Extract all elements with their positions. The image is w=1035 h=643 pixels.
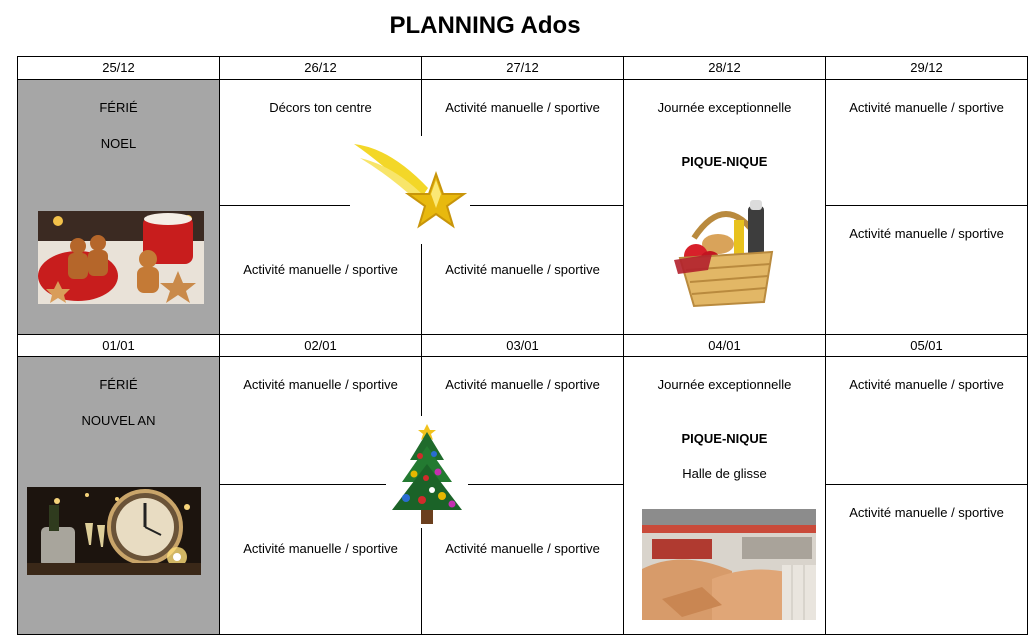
shooting-star-icon bbox=[350, 136, 470, 244]
date-header: 02/01 bbox=[219, 334, 422, 357]
new-year-photo bbox=[27, 487, 201, 575]
activity-cell bbox=[825, 79, 1028, 206]
activity-cell bbox=[825, 484, 1028, 635]
skatepark-photo bbox=[642, 509, 816, 620]
holiday-name: NOUVEL AN bbox=[81, 413, 156, 428]
holiday-name: NOEL bbox=[100, 136, 137, 151]
special-day-text: Journée exceptionnelle bbox=[657, 377, 792, 392]
activity-text: Activité manuelle / sportive bbox=[849, 377, 1004, 392]
activity-text: Activité manuelle / sportive bbox=[445, 100, 600, 115]
activity-text: Activité manuelle / sportive bbox=[445, 377, 600, 392]
picnic-label: PIQUE-NIQUE bbox=[681, 154, 768, 169]
activity-text: Activité manuelle / sportive bbox=[243, 541, 398, 556]
activity-text: Activité manuelle / sportive bbox=[243, 262, 398, 277]
christmas-tree-icon bbox=[386, 416, 468, 528]
activity-text: Décors ton centre bbox=[269, 100, 372, 115]
holiday-label: FÉRIÉ bbox=[99, 377, 138, 392]
activity-text: Activité manuelle / sportive bbox=[849, 226, 1004, 241]
holiday-cell bbox=[17, 356, 220, 635]
special-day-cell bbox=[623, 79, 826, 335]
date-header: 04/01 bbox=[623, 334, 826, 357]
activity-text: Activité manuelle / sportive bbox=[445, 541, 600, 556]
date-header: 27/12 bbox=[421, 56, 624, 80]
activity-text: Activité manuelle / sportive bbox=[849, 100, 1004, 115]
activity-cell bbox=[825, 356, 1028, 485]
venue-label: Halle de glisse bbox=[682, 466, 767, 481]
picnic-label: PIQUE-NIQUE bbox=[681, 431, 768, 446]
planning-table bbox=[17, 56, 1028, 635]
date-header: 01/01 bbox=[17, 334, 220, 357]
picnic-basket-icon bbox=[672, 198, 780, 310]
page-title: PLANNING Ados bbox=[389, 12, 581, 39]
activity-text: Activité manuelle / sportive bbox=[445, 262, 600, 277]
date-header: 25/12 bbox=[17, 56, 220, 80]
activity-text: Activité manuelle / sportive bbox=[849, 505, 1004, 520]
date-header: 29/12 bbox=[825, 56, 1028, 80]
date-header: 05/01 bbox=[825, 334, 1028, 357]
special-day-text: Journée exceptionnelle bbox=[657, 100, 792, 115]
date-header: 03/01 bbox=[421, 334, 624, 357]
date-header: 26/12 bbox=[219, 56, 422, 80]
special-day-cell bbox=[623, 356, 826, 635]
activity-text: Activité manuelle / sportive bbox=[243, 377, 398, 392]
gingerbread-photo bbox=[38, 211, 204, 304]
holiday-label: FÉRIÉ bbox=[99, 100, 138, 115]
holiday-cell bbox=[17, 79, 220, 335]
activity-cell bbox=[825, 205, 1028, 335]
date-header: 28/12 bbox=[623, 56, 826, 80]
